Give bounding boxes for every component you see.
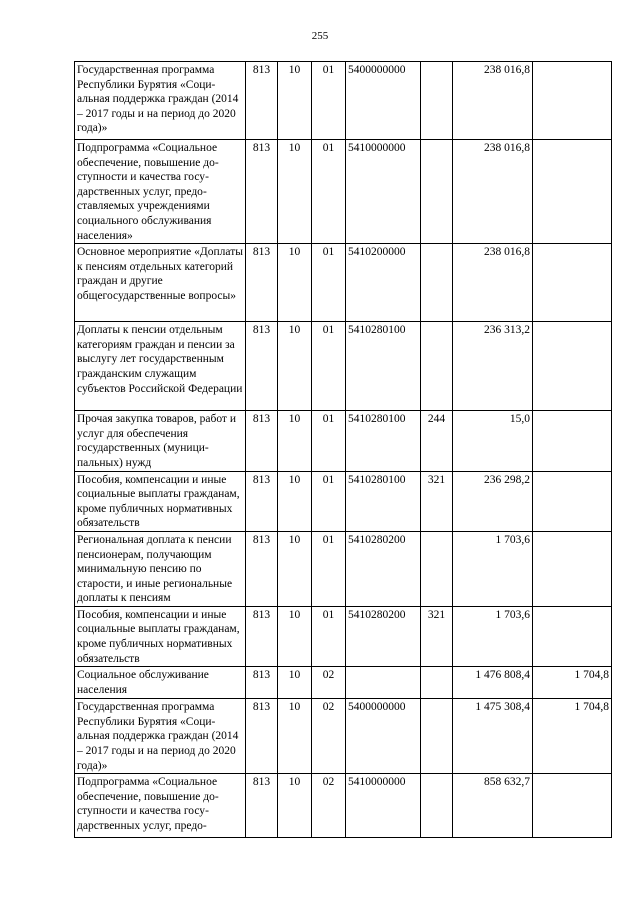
page-number: 255 bbox=[311, 30, 329, 42]
row-expense-type-cell bbox=[421, 531, 453, 606]
row-section-cell: 10 bbox=[278, 62, 312, 140]
table-row bbox=[75, 471, 612, 531]
row-amount-cell: 238 016,8 bbox=[453, 244, 533, 322]
row-name-cell: Основное мероприятие «Доплаты к пенсиям отдельных категорий граждан и другие общегосударственные вопросы» bbox=[75, 244, 246, 322]
row-subsection-cell: 01 bbox=[312, 471, 346, 531]
row-name-cell: Государственная программа Республики Бурятия «Социальная поддержка граждан (2014 – 2017 годы и на период до 2020 года)» bbox=[75, 699, 246, 774]
row-name-cell: Доплаты к пенсии отдельным категориям граждан и пенсии за выслугу лет государственным гражданским служащим субъектов Российской Федерации bbox=[75, 322, 246, 411]
row-expense-type-cell: 244 bbox=[421, 411, 453, 471]
row-section-cell: 10 bbox=[278, 244, 312, 322]
table-row bbox=[75, 322, 612, 411]
table-row bbox=[75, 667, 612, 699]
row-target-article-cell: 5410280200 bbox=[346, 531, 421, 606]
row-subsection-cell: 01 bbox=[312, 62, 346, 140]
budget-table-body bbox=[75, 62, 612, 838]
table-row bbox=[75, 606, 612, 666]
row-expense-type-cell: 321 bbox=[421, 471, 453, 531]
table-row bbox=[75, 774, 612, 838]
row-name-cell: Региональная доплата к пенсии пенсионерам, получающим минимальную пенсию по старости, и иные региональные доплаты к пенсиям bbox=[75, 531, 246, 606]
row-subsection-cell: 01 bbox=[312, 606, 346, 666]
table-row bbox=[75, 699, 612, 774]
row-target-article-cell: 5410200000 bbox=[346, 244, 421, 322]
budget-table bbox=[74, 61, 612, 838]
row-expense-type-cell: 321 bbox=[421, 606, 453, 666]
row-subsection-cell: 02 bbox=[312, 699, 346, 774]
row-amount-federal-cell: 1 704,8 bbox=[533, 667, 612, 699]
row-subsection-cell: 01 bbox=[312, 411, 346, 471]
row-amount-federal-cell bbox=[533, 774, 612, 838]
row-name-cell: Подпрограмма «Социальное обеспечение, повышение доступности и качества государственных услуг, предо- bbox=[75, 774, 246, 838]
row-section-cell: 10 bbox=[278, 531, 312, 606]
row-name-cell: Государственная программа Республики Бурятия «Социальная поддержка граждан (2014 – 2017 годы и на период до 2020 года)» bbox=[75, 62, 246, 140]
table-row bbox=[75, 244, 612, 322]
row-target-article-cell: 5410000000 bbox=[346, 140, 421, 244]
row-amount-federal-cell: 1 704,8 bbox=[533, 699, 612, 774]
row-target-article-cell: 5400000000 bbox=[346, 699, 421, 774]
row-subsection-cell: 01 bbox=[312, 140, 346, 244]
row-amount-federal-cell bbox=[533, 322, 612, 411]
row-expense-type-cell bbox=[421, 667, 453, 699]
row-amount-federal-cell bbox=[533, 244, 612, 322]
row-section-cell: 10 bbox=[278, 606, 312, 666]
row-expense-type-cell bbox=[421, 244, 453, 322]
row-grbs-cell: 813 bbox=[246, 411, 278, 471]
row-expense-type-cell bbox=[421, 774, 453, 838]
row-grbs-cell: 813 bbox=[246, 322, 278, 411]
row-grbs-cell: 813 bbox=[246, 667, 278, 699]
row-amount-cell: 236 313,2 bbox=[453, 322, 533, 411]
row-target-article-cell: 5410280100 bbox=[346, 322, 421, 411]
row-section-cell: 10 bbox=[278, 699, 312, 774]
row-grbs-cell: 813 bbox=[246, 244, 278, 322]
row-amount-federal-cell bbox=[533, 471, 612, 531]
row-subsection-cell: 01 bbox=[312, 244, 346, 322]
table-row bbox=[75, 62, 612, 140]
row-grbs-cell: 813 bbox=[246, 531, 278, 606]
row-name-cell: Пособия, компенсации и иные социальные выплаты гражданам, кроме публичных нормативных обязательств bbox=[75, 471, 246, 531]
row-expense-type-cell bbox=[421, 322, 453, 411]
row-name-cell: Прочая закупка товаров, работ и услуг для обеспечения государственных (муниципальных) нужд bbox=[75, 411, 246, 471]
row-section-cell: 10 bbox=[278, 471, 312, 531]
row-amount-federal-cell bbox=[533, 531, 612, 606]
row-subsection-cell: 01 bbox=[312, 531, 346, 606]
row-amount-cell: 858 632,7 bbox=[453, 774, 533, 838]
row-section-cell: 10 bbox=[278, 140, 312, 244]
row-expense-type-cell bbox=[421, 699, 453, 774]
row-grbs-cell: 813 bbox=[246, 606, 278, 666]
row-section-cell: 10 bbox=[278, 774, 312, 838]
row-target-article-cell bbox=[346, 667, 421, 699]
row-amount-cell: 1 703,6 bbox=[453, 531, 533, 606]
row-grbs-cell: 813 bbox=[246, 140, 278, 244]
row-amount-cell: 1 476 808,4 bbox=[453, 667, 533, 699]
row-target-article-cell: 5400000000 bbox=[346, 62, 421, 140]
row-amount-federal-cell bbox=[533, 606, 612, 666]
row-amount-cell: 238 016,8 bbox=[453, 62, 533, 140]
table-row bbox=[75, 140, 612, 244]
row-target-article-cell: 5410280100 bbox=[346, 471, 421, 531]
row-amount-cell: 1 703,6 bbox=[453, 606, 533, 666]
row-grbs-cell: 813 bbox=[246, 699, 278, 774]
row-section-cell: 10 bbox=[278, 322, 312, 411]
row-section-cell: 10 bbox=[278, 411, 312, 471]
row-section-cell: 10 bbox=[278, 667, 312, 699]
row-expense-type-cell bbox=[421, 140, 453, 244]
row-amount-federal-cell bbox=[533, 140, 612, 244]
row-amount-cell: 236 298,2 bbox=[453, 471, 533, 531]
row-subsection-cell: 02 bbox=[312, 774, 346, 838]
table-row bbox=[75, 531, 612, 606]
row-grbs-cell: 813 bbox=[246, 471, 278, 531]
row-expense-type-cell bbox=[421, 62, 453, 140]
row-amount-cell: 238 016,8 bbox=[453, 140, 533, 244]
row-target-article-cell: 5410000000 bbox=[346, 774, 421, 838]
row-target-article-cell: 5410280100 bbox=[346, 411, 421, 471]
row-grbs-cell: 813 bbox=[246, 774, 278, 838]
row-amount-cell: 15,0 bbox=[453, 411, 533, 471]
row-grbs-cell: 813 bbox=[246, 62, 278, 140]
row-subsection-cell: 01 bbox=[312, 322, 346, 411]
row-subsection-cell: 02 bbox=[312, 667, 346, 699]
row-name-cell: Подпрограмма «Социальное обеспечение, повышение доступности и качества государственных услуг, предоставляемых учреждениями социального обслуживания населения» bbox=[75, 140, 246, 244]
row-target-article-cell: 5410280200 bbox=[346, 606, 421, 666]
row-amount-federal-cell bbox=[533, 62, 612, 140]
table-row bbox=[75, 411, 612, 471]
row-amount-federal-cell bbox=[533, 411, 612, 471]
row-amount-cell: 1 475 308,4 bbox=[453, 699, 533, 774]
row-name-cell: Социальное обслуживание населения bbox=[75, 667, 246, 699]
row-name-cell: Пособия, компенсации и иные социальные выплаты гражданам, кроме публичных нормативных обязательств bbox=[75, 606, 246, 666]
